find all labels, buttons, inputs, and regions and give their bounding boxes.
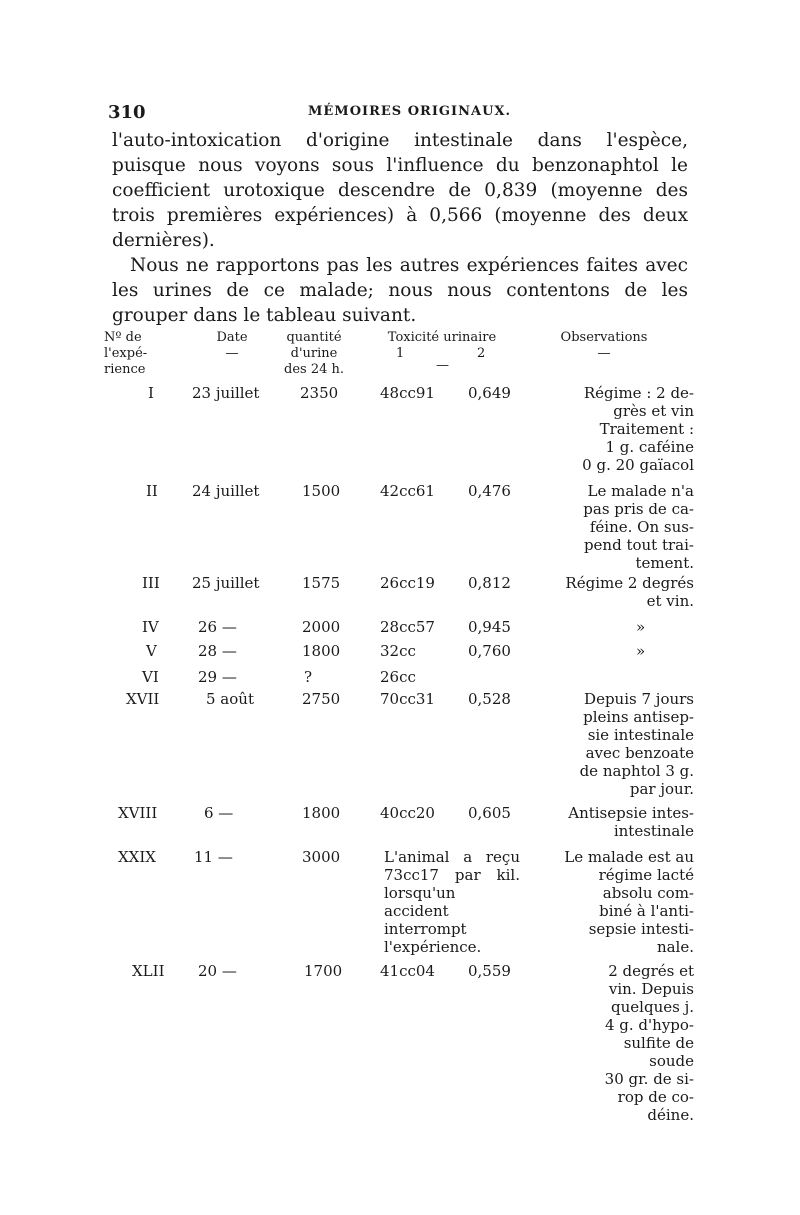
header-observations: Observations — xyxy=(560,330,648,361)
row-date: 29 — xyxy=(198,668,237,686)
row-toxicity-1: 40cc20 xyxy=(380,804,435,822)
row-quantity: 1500 xyxy=(302,482,341,500)
header-toxicity-2: 2 xyxy=(477,346,486,361)
row-num: XVII xyxy=(126,690,160,708)
row-date: 28 — xyxy=(198,642,237,660)
row-date: 24 juillet xyxy=(192,482,260,500)
row-quantity: 2000 xyxy=(302,618,341,636)
row-date: 11 — xyxy=(194,848,233,866)
header-date: Date — xyxy=(216,330,248,361)
row-quantity: 1700 xyxy=(304,962,343,980)
row-num: VI xyxy=(142,668,159,686)
row-toxicity-2: 0,760 xyxy=(468,642,511,660)
row-toxicity-2: 0,528 xyxy=(468,690,511,708)
row-toxicity-2: 0,476 xyxy=(468,482,511,500)
row-num: XVIII xyxy=(118,804,158,822)
row-quantity: 1575 xyxy=(302,574,341,592)
row-observations: Depuis 7 jours pleins antisep- sie intestinale avec benzoate de naphtol 3 g. par jour. xyxy=(579,690,694,798)
row-toxicity-1: 26cc19 xyxy=(380,574,435,592)
row-date: 25 juillet xyxy=(192,574,260,592)
row-num: XLII xyxy=(132,962,165,980)
header-toxicity: Toxicité urinaire xyxy=(387,330,497,345)
header-quantity: quantité d'urine des 24 h. xyxy=(284,330,344,377)
row-date: 23 juillet xyxy=(192,384,260,402)
row-quantity: 1800 xyxy=(302,804,341,822)
row-toxicity-1: 42cc61 xyxy=(380,482,435,500)
row-observations: » xyxy=(636,618,646,636)
row-observations: » xyxy=(636,642,646,660)
row-num: V xyxy=(146,642,157,660)
row-observations: Le malade n'a pas pris de ca- féine. On sus- pend tout trai- tement. xyxy=(583,482,694,572)
row-num: II xyxy=(146,482,158,500)
row-observations: Régime 2 degrés et vin. xyxy=(565,574,694,610)
row-toxicity-1: 26cc xyxy=(380,668,416,686)
row-toxicity-1: 41cc04 xyxy=(380,962,435,980)
row-quantity: ? xyxy=(304,668,313,686)
row-observations: Régime : 2 de- grès et vin Traitement : 1 g. caféine 0 g. 20 gaïacol xyxy=(582,384,694,474)
row-num: III xyxy=(142,574,160,592)
header-num: Nº de l'expé- rience xyxy=(104,330,148,377)
row-toxicity-2: 0,605 xyxy=(468,804,511,822)
row-toxicity-2: 0,812 xyxy=(468,574,511,592)
row-toxicity-1: 32cc xyxy=(380,642,416,660)
row-observations: Le malade est au régime lacté absolu com- biné à l'anti- sepsie intesti- nale. xyxy=(564,848,694,956)
row-num: IV xyxy=(142,618,159,636)
row-num: I xyxy=(148,384,154,402)
header-toxicity-1: 1 xyxy=(396,346,405,361)
paragraph: l'auto-intoxication d'origine intestinale dans l'espèce, puisque nous voyons sous l'influence du benzonaphtol le coefficient urotoxique descendre de 0,839 (moyenne des trois premières expériences) à 0,566 (moyenne des deux dernières). xyxy=(112,130,688,251)
row-toxicity-1: 48cc91 xyxy=(380,384,435,402)
row-note: L'animal a reçu 73cc17 par kil. lorsqu'un accident interrompt l'expérience. xyxy=(384,848,520,956)
row-quantity: 1800 xyxy=(302,642,341,660)
body-text xyxy=(112,128,688,328)
row-date: 5 août xyxy=(206,690,254,708)
row-toxicity-2: 0,559 xyxy=(468,962,511,980)
paragraph: Nous ne rapportons pas les autres expériences faites avec les urines de ce malade; nous nous contentons de les grouper dans le tableau suivant. xyxy=(112,255,688,326)
row-toxicity-2: 0,649 xyxy=(468,384,511,402)
row-date: 26 — xyxy=(198,618,237,636)
row-toxicity-1: 70cc31 xyxy=(380,690,435,708)
row-observations: Antisepsie intes- intestinale xyxy=(568,804,694,840)
row-date: 6 — xyxy=(204,804,234,822)
row-date: 20 — xyxy=(198,962,237,980)
row-toxicity-2: 0,945 xyxy=(468,618,511,636)
row-num: XXIX xyxy=(118,848,156,866)
row-toxicity-1: 28cc57 xyxy=(380,618,435,636)
row-quantity: 3000 xyxy=(302,848,341,866)
page-number: 310 xyxy=(108,102,146,123)
row-quantity: 2750 xyxy=(302,690,341,708)
row-observations: 2 degrés et vin. Depuis quelques j. 4 g. d'hypo- sulfite de soude 30 gr. de si- rop de co- déine. xyxy=(604,962,694,1124)
row-quantity: 2350 xyxy=(300,384,339,402)
header-toxicity-dash: — xyxy=(436,358,449,373)
running-title: MÉMOIRES ORIGINAUX. xyxy=(308,104,512,119)
